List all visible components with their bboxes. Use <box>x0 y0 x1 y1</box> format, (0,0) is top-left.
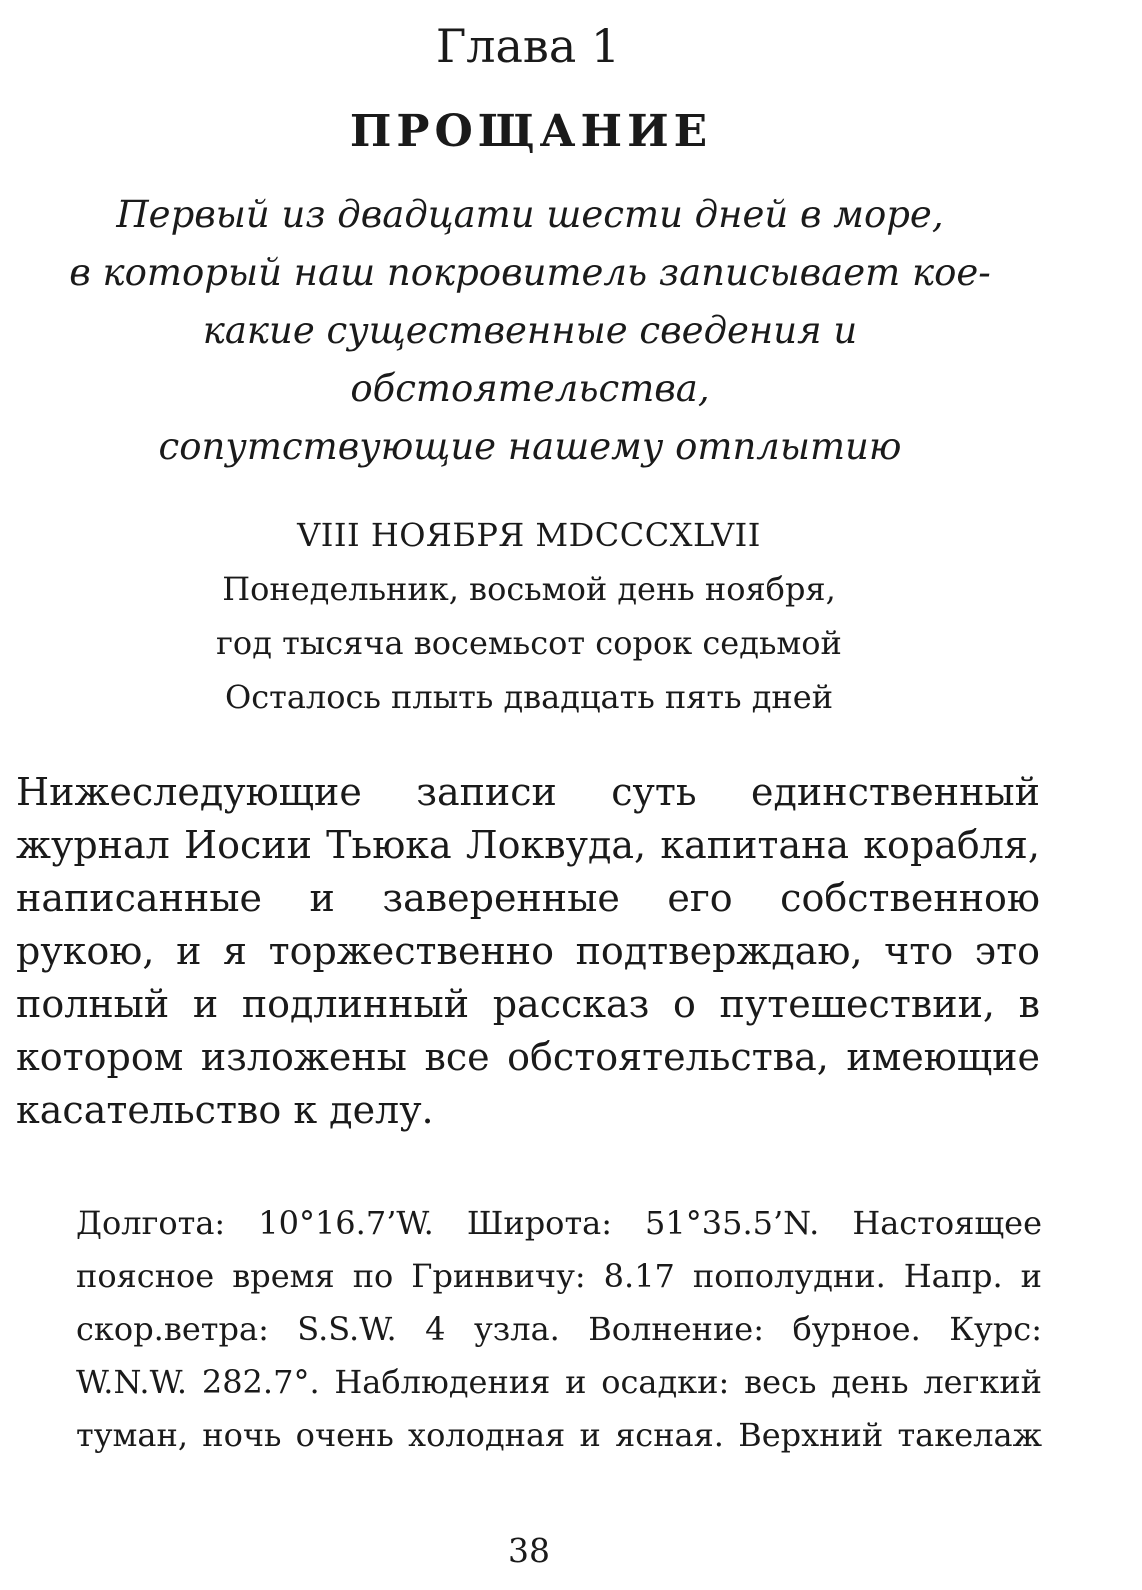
epigraph-line: какие существенные сведения и обстоятельства, <box>202 309 858 410</box>
page-number: 38 <box>508 1531 550 1570</box>
epigraph-line: Первый из двадцати шести дней в море, <box>116 193 944 236</box>
chapter-epigraph <box>20 186 1040 476</box>
chapter-label: Глава 1 <box>435 19 621 73</box>
date-heading: VIII НОЯБРЯ MDCCCXLVII <box>297 516 761 554</box>
log-entry-paragraph: Долгота: 10°16.7’W. Широта: 51°35.5’N. Настоящее поясное время по Гринвичу: 8.17 пополудни. Напр. и скор.ветра: S.S.W. 4 узла. Волнение: бурное. Курс: W.N.W. 282.7°. Наблюдения и осадки: весь день легкий туман, ночь очень холодная и ясная. Верхний такелаж <box>76 1204 1042 1454</box>
epigraph-line: в который наш покровитель записывает кое- <box>69 251 991 294</box>
date-line: Понедельник, восьмой день ноября, <box>222 570 836 608</box>
chapter-title: ПРОЩАНИЕ <box>349 106 713 157</box>
date-line: год тысяча восемьсот сорок седьмой <box>216 624 842 662</box>
epigraph-line: сопутствующие нашему отплытию <box>158 425 902 468</box>
intro-paragraph: Нижеследующие записи суть единственный журнал Иосии Тьюка Локвуда, капитана корабля, написанные и заверенные его собственною рукою, и я торжественно подтверждаю, что это полный и подлинный рассказ о путешествии, в котором изложены все обстоятельства, имеющие касательство к делу. <box>16 770 1040 1132</box>
date-block <box>0 508 1058 724</box>
date-line: Осталось плыть двадцать пять дней <box>224 678 834 716</box>
